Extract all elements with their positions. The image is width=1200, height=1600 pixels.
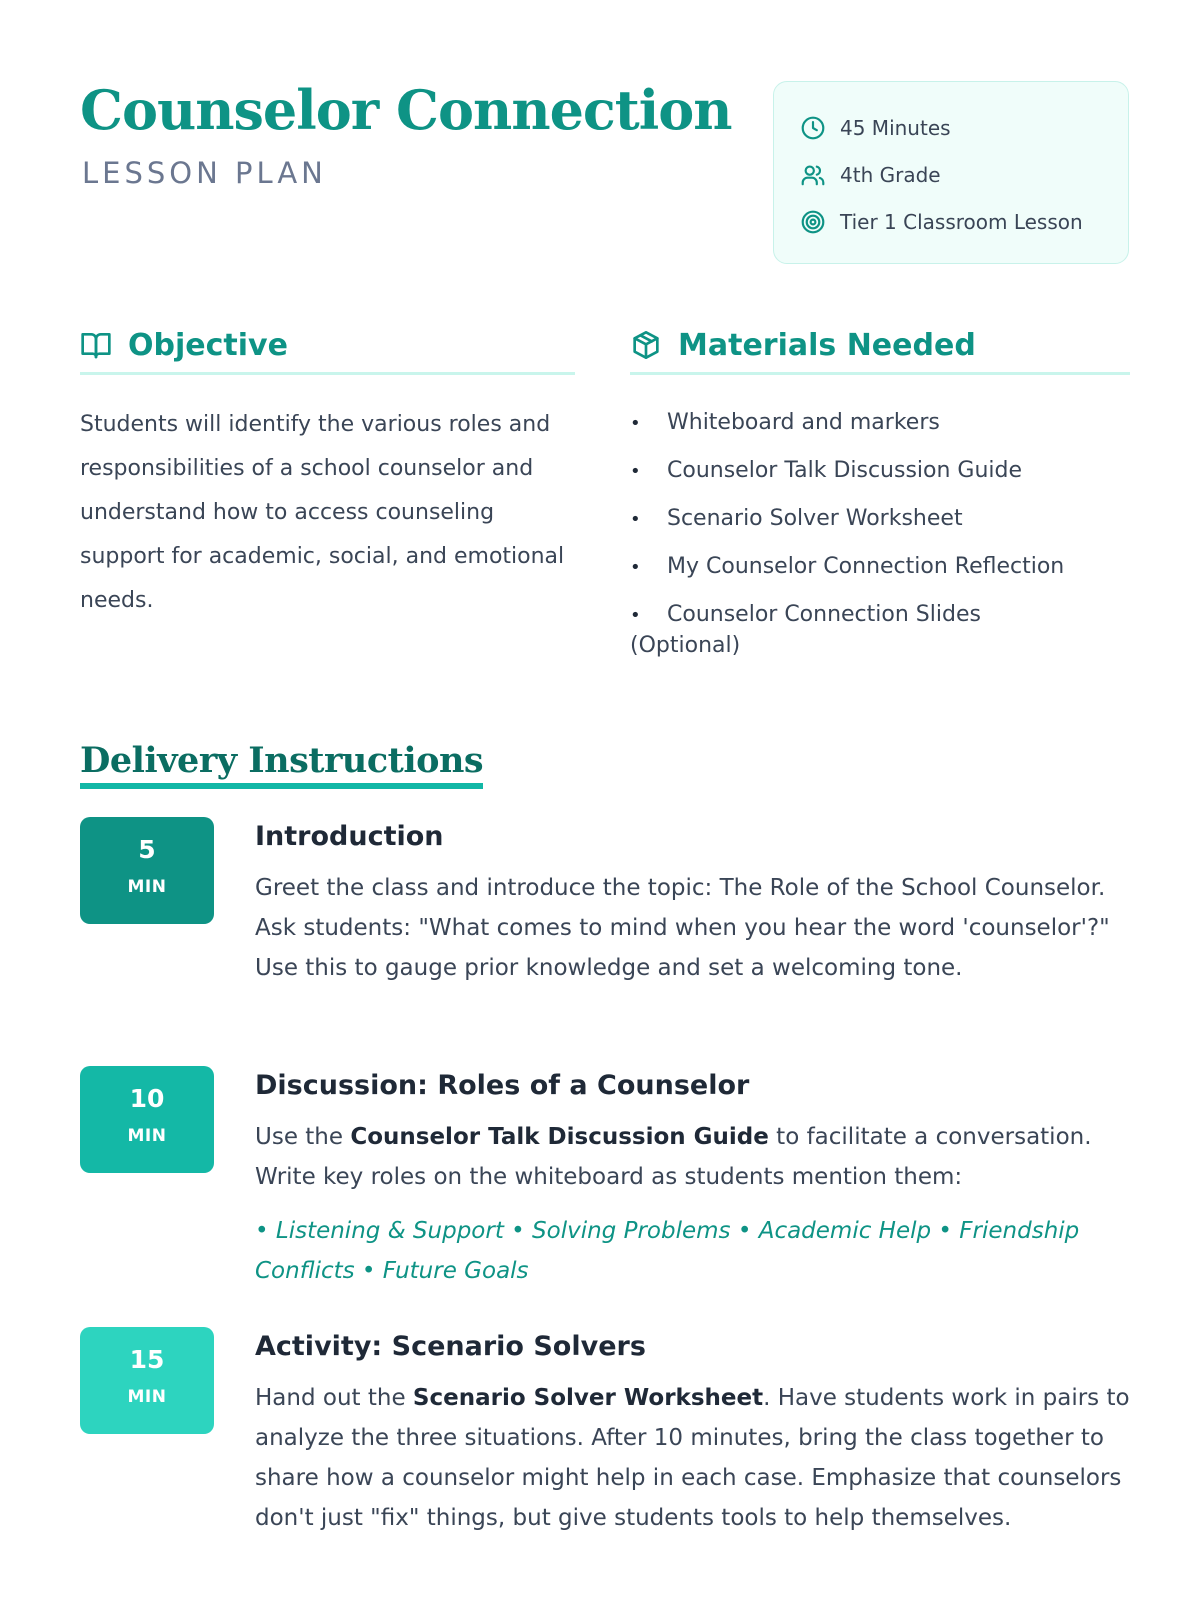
step-text: Hand out the Scenario Solver Worksheet. Have students work in pairs to analyze the three situations. After 10 minutes, bring the class together to share how a counselor might help in each case. Emphasize that counselors don't just "fix" things, but give students tools to help themselves.: [255, 1385, 1130, 1531]
materials-list: [630, 399, 1130, 639]
duration-unit: MIN: [127, 877, 167, 897]
step-body: [255, 817, 1135, 988]
resource-name: Scenario Solver Worksheet: [412, 1385, 764, 1411]
step-body: [255, 1327, 1135, 1538]
delivery-section: [80, 740, 1130, 1531]
objective-heading-row: [80, 318, 575, 375]
package-icon: [630, 329, 662, 361]
objective-text: Students will identify the various roles and responsibilities of a school counselor and understand how to access counseling support for academic, social, and emotional needs.: [80, 412, 565, 613]
duration-unit: MIN: [127, 1126, 167, 1146]
meta-duration: [800, 104, 1128, 151]
objective-heading: Objective: [128, 327, 288, 363]
clock-icon: [800, 115, 826, 141]
page-title: Counselor Connection: [80, 78, 732, 142]
duration-value: 15: [129, 1345, 165, 1374]
duration-badge: [80, 1066, 214, 1173]
delivery-heading: Delivery Instructions: [80, 740, 483, 789]
lesson-meta-box: [773, 81, 1129, 264]
target-icon: [800, 209, 826, 235]
materials-item-continuation: (Optional): [630, 633, 741, 658]
users-icon: [800, 162, 826, 188]
meta-duration-label: 45 Minutes: [840, 115, 951, 140]
meta-grade: [800, 151, 1128, 198]
meta-tier-label: Tier 1 Classroom Lesson: [840, 209, 1083, 234]
duration-badge: [80, 817, 214, 924]
duration-value: 10: [129, 1084, 165, 1113]
step-text: Use the Counselor Talk Discussion Guide to facilitate a conversation. Write key roles on the whiteboard as students mention them:: [255, 1124, 1092, 1190]
step-title: Activity: Scenario Solvers: [255, 1331, 646, 1362]
objective-section: [80, 318, 575, 623]
materials-section: [630, 318, 1130, 658]
meta-tier: [800, 198, 1128, 245]
list-item: • Counselor Talk Discussion Guide: [630, 458, 1023, 483]
duration-value: 5: [138, 835, 156, 864]
duration-unit: MIN: [127, 1387, 167, 1407]
meta-grade-label: 4th Grade: [840, 162, 941, 187]
materials-heading: Materials Needed: [678, 327, 976, 363]
duration-badge: [80, 1327, 214, 1434]
resource-name: Counselor Talk Discussion Guide: [350, 1124, 769, 1150]
materials-heading-row: [630, 318, 1130, 375]
list-item: • My Counselor Connection Reflection: [630, 554, 1065, 579]
step-title: Introduction: [255, 821, 444, 852]
overview-columns: [80, 318, 1130, 678]
counselor-roles-list: • Listening & Support • Solving Problems • Academic Help • Friendship Conflicts • Future Goals: [255, 1218, 1080, 1284]
list-item: • Whiteboard and markers: [630, 410, 940, 435]
book-open-icon: [80, 329, 112, 361]
list-item: • Counselor Connection Slides: [630, 602, 981, 627]
step-text: Greet the class and introduce the topic: The Role of the School Counselor. Ask students: "What comes to mind when you hear the word 'counselor'?" Use this to gauge prior knowledge and set a welcoming tone.: [255, 875, 1110, 981]
list-item: • Scenario Solver Worksheet: [630, 506, 963, 531]
step-body: [255, 1066, 1135, 1291]
page-subtitle: LESSON PLAN: [82, 156, 327, 190]
header: [80, 0, 1120, 300]
step-title: Discussion: Roles of a Counselor: [255, 1070, 750, 1101]
